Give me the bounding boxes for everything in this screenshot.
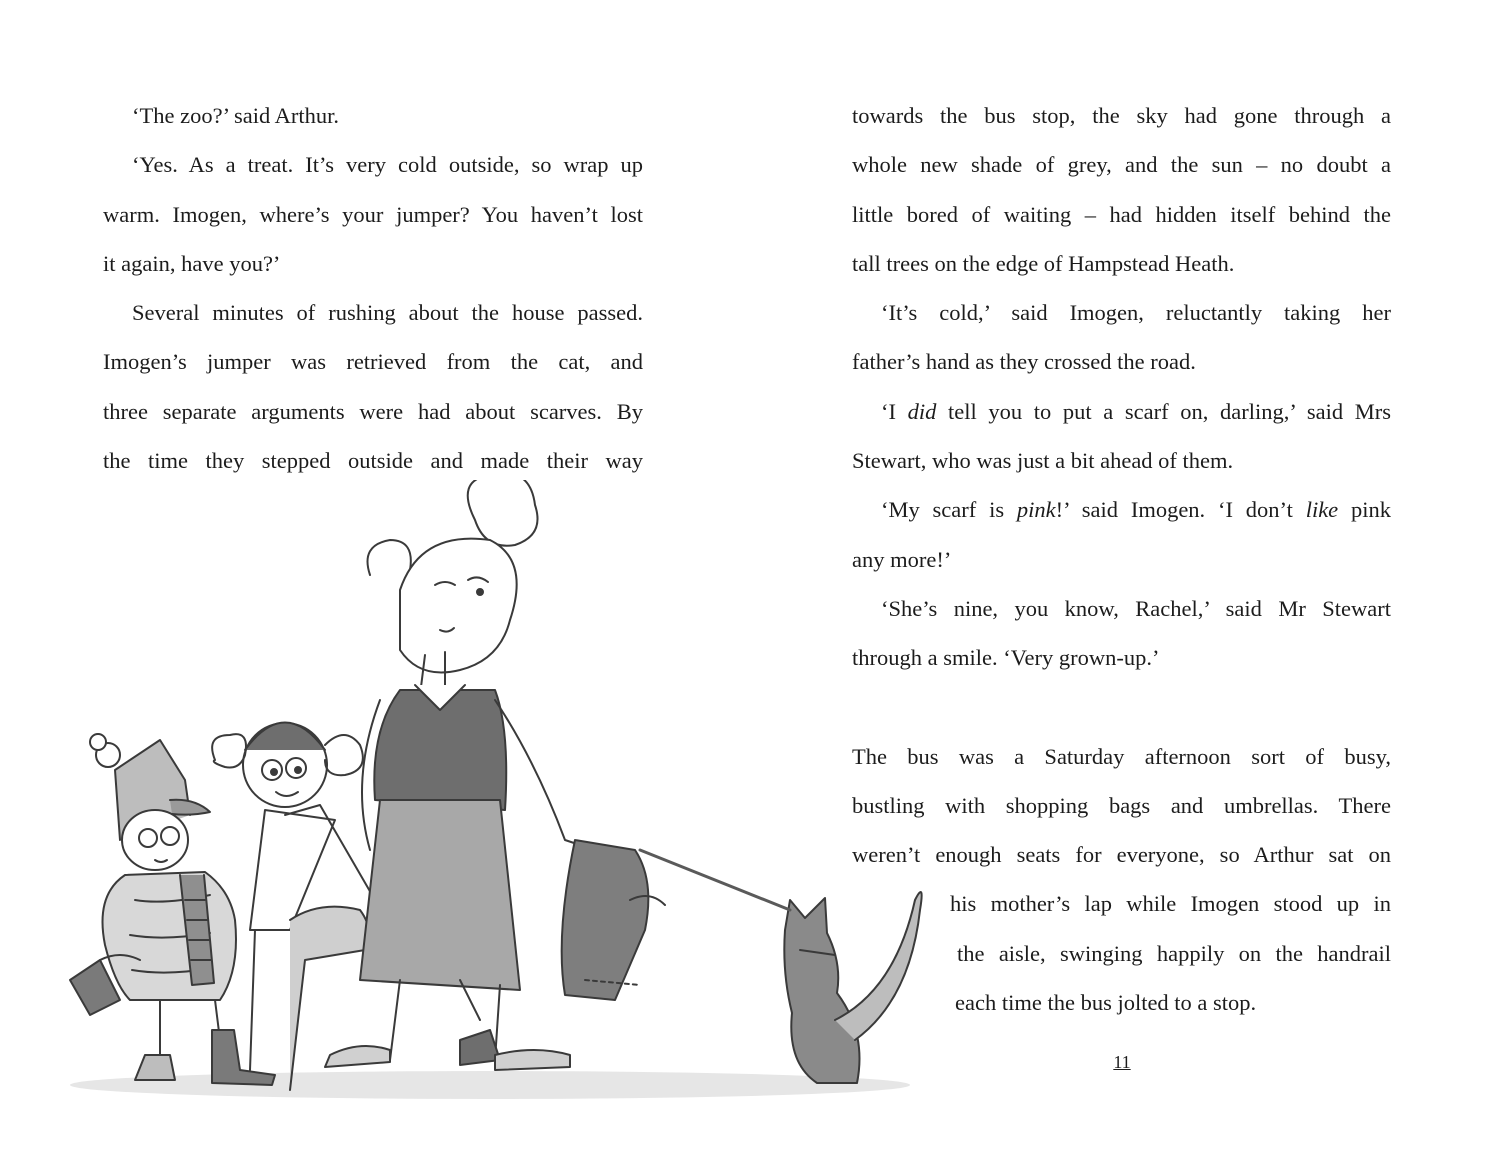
text-line [852, 387, 1391, 436]
text-line: the time they stepped outside and made their way [103, 448, 643, 474]
paragraph [852, 288, 1391, 387]
text-run: ‘My scarf is [881, 497, 1017, 523]
ground-shadow [70, 1071, 910, 1099]
text-line: little bored of waiting – had hidden itself behind the [852, 201, 1391, 227]
text-line: three separate arguments were had about scarves. By [103, 398, 643, 424]
text-line: it again, have you?’ [103, 250, 281, 276]
text-line: warm. Imogen, where’s your jumper? You haven’t lost [103, 201, 643, 227]
text-line: each time the bus jolted to a stop. [955, 990, 1257, 1016]
girl-figure [212, 723, 375, 1091]
text-line: Imogen’s jumper was retrieved from the cat, and [103, 349, 643, 375]
emphasis-text: pink [1016, 497, 1056, 523]
text-run: ‘I [881, 398, 908, 424]
page-number: 11 [1113, 1052, 1131, 1072]
text-line: whole new shade of grey, and the sun – no doubt a [852, 152, 1391, 178]
text-run: pink [1338, 497, 1391, 523]
text-run: !’ said Imogen. ‘I don’t [1055, 497, 1306, 523]
text-line: through a smile. ‘Very grown-up.’ [852, 645, 1160, 671]
text-line: tall trees on the edge of Hampstead Heath. [852, 250, 1235, 276]
text-line: weren’t enough seats for everyone, so Arthur sat on [852, 842, 1391, 868]
text-run: tell you to put a scarf on, darling,’ said Mrs [936, 398, 1391, 424]
text-line: ‘Yes. As a treat. It’s very cold outside, so wrap up [132, 152, 643, 178]
paragraph [103, 91, 643, 140]
paragraph [852, 91, 1391, 288]
paragraph [103, 288, 643, 485]
text-line: any more!’ [852, 546, 952, 572]
text-line: towards the bus stop, the sky had gone through a [852, 103, 1391, 128]
text-line: ‘She’s nine, you know, Rachel,’ said Mr Stewart [881, 595, 1391, 621]
left-page-text [103, 91, 643, 485]
text-line: the aisle, swinging happily on the handrail [957, 940, 1391, 966]
text-line: Several minutes of rushing about the house passed. [132, 300, 643, 326]
mother-figure [325, 480, 665, 1070]
text-line: ‘The zoo?’ said Arthur. [132, 103, 340, 128]
text-line: The bus was a Saturday afternoon sort of busy, [852, 743, 1391, 769]
text-line: bustling with shopping bags and umbrellas. There [852, 792, 1391, 818]
text-line: ‘It’s cold,’ said Imogen, reluctantly taking her [881, 300, 1391, 326]
emphasis-text: like [1305, 497, 1339, 523]
paragraph [852, 387, 1391, 486]
emphasis-text: did [907, 398, 937, 424]
cat-figure [640, 850, 922, 1083]
text-line: Stewart, who was just a bit ahead of them. [852, 448, 1234, 474]
paragraph [103, 140, 643, 288]
text-line: father’s hand as they crossed the road. [852, 349, 1196, 375]
text-line: his mother’s lap while Imogen stood up in [950, 891, 1391, 917]
boy-figure [70, 734, 275, 1085]
family-walking-with-cat-illustration [40, 480, 940, 1110]
